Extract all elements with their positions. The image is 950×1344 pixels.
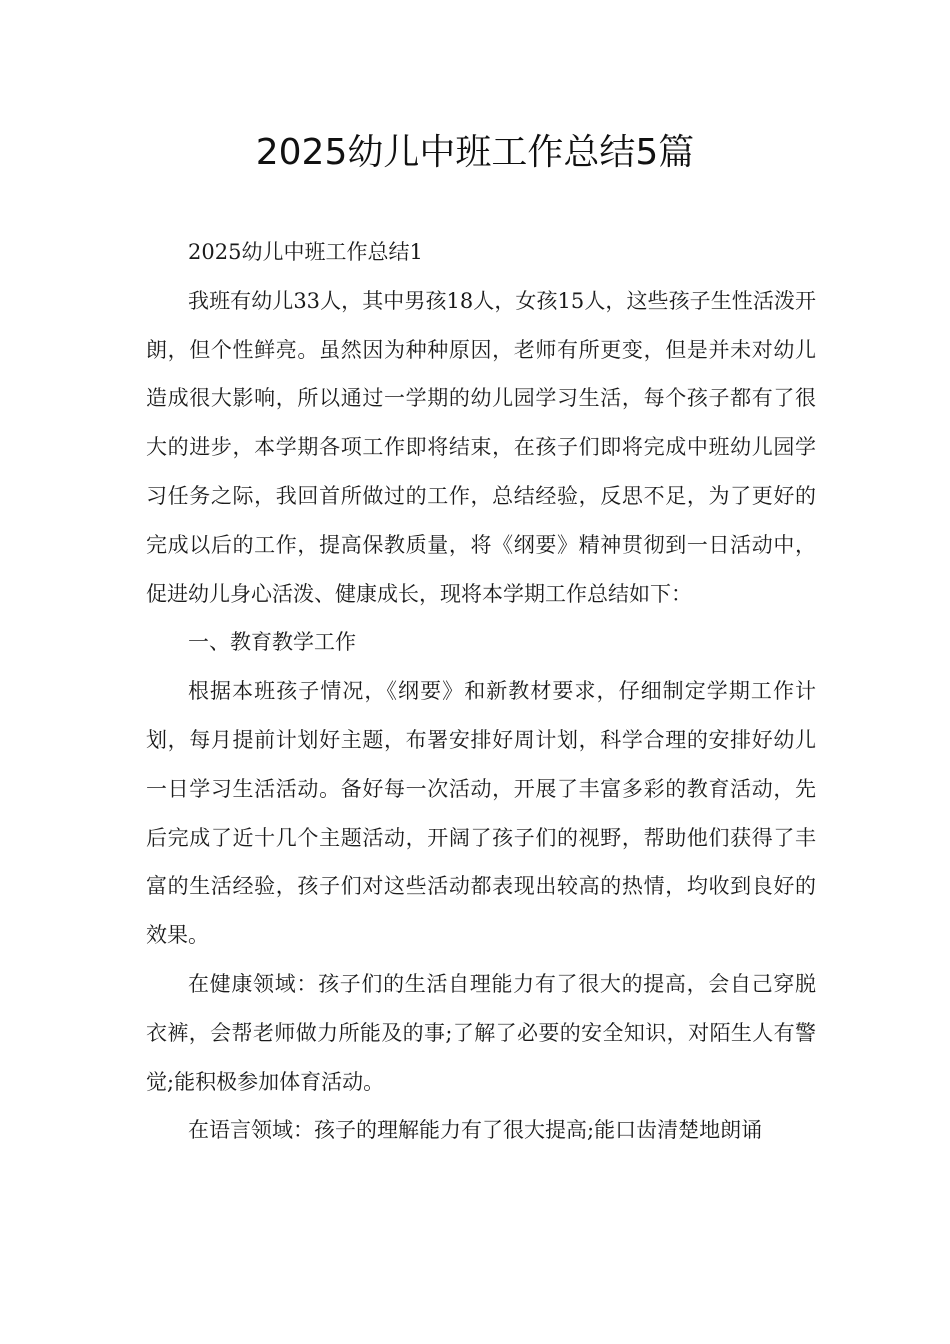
paragraph-intro: 我班有幼儿33人，其中男孩18人，女孩15人，这些孩子生性活泼开朗，但个性鲜亮。虽然因为种种原因，老师有所更变，但是并未对幼儿造成很大影响，所以通过一学期的幼儿园学习生活，每个孩子都有了很大的进步，本学期各项工作即将结束，在孩子们即将完成中班幼儿园学习任务之际，我回首所做过的工作，总结经验，反思不足，为了更好的完成以后的工作，提高保教质量，将《纲要》精神贯彻到一日活动中，促进幼儿身心活泼、健康成长，现将本学期工作总结如下： xyxy=(146,288,816,606)
paragraph-language: 在语言领域：孩子的理解能力有了很大提高;能口齿清楚地朗诵 xyxy=(188,1118,763,1143)
section-heading: 一、教育教学工作 xyxy=(188,630,356,655)
subtitle: 2025幼儿中班工作总结1 xyxy=(188,240,423,264)
document-title: 2025幼儿中班工作总结5篇 xyxy=(255,132,695,173)
paragraph-health: 在健康领域：孩子们的生活自理能力有了很大的提高，会自己穿脱衣裤，会帮老师做力所能及的事;了解了必要的安全知识，对陌生人有警觉;能积极参加体育活动。 xyxy=(146,971,816,1094)
document-body xyxy=(146,228,816,1155)
paragraph-teaching: 根据本班孩子情况，《纲要》和新教材要求，仔细制定学期工作计划，每月提前计划好主题，布署安排好周计划，科学合理的安排好幼儿一日学习生活活动。备好每一次活动，开展了丰富多彩的教育活动，先后完成了近十几个主题活动，开阔了孩子们的视野，帮助他们获得了丰富的生活经验，孩子们对这些活动都表现出较高的热情，均收到良好的效果。 xyxy=(146,679,816,948)
